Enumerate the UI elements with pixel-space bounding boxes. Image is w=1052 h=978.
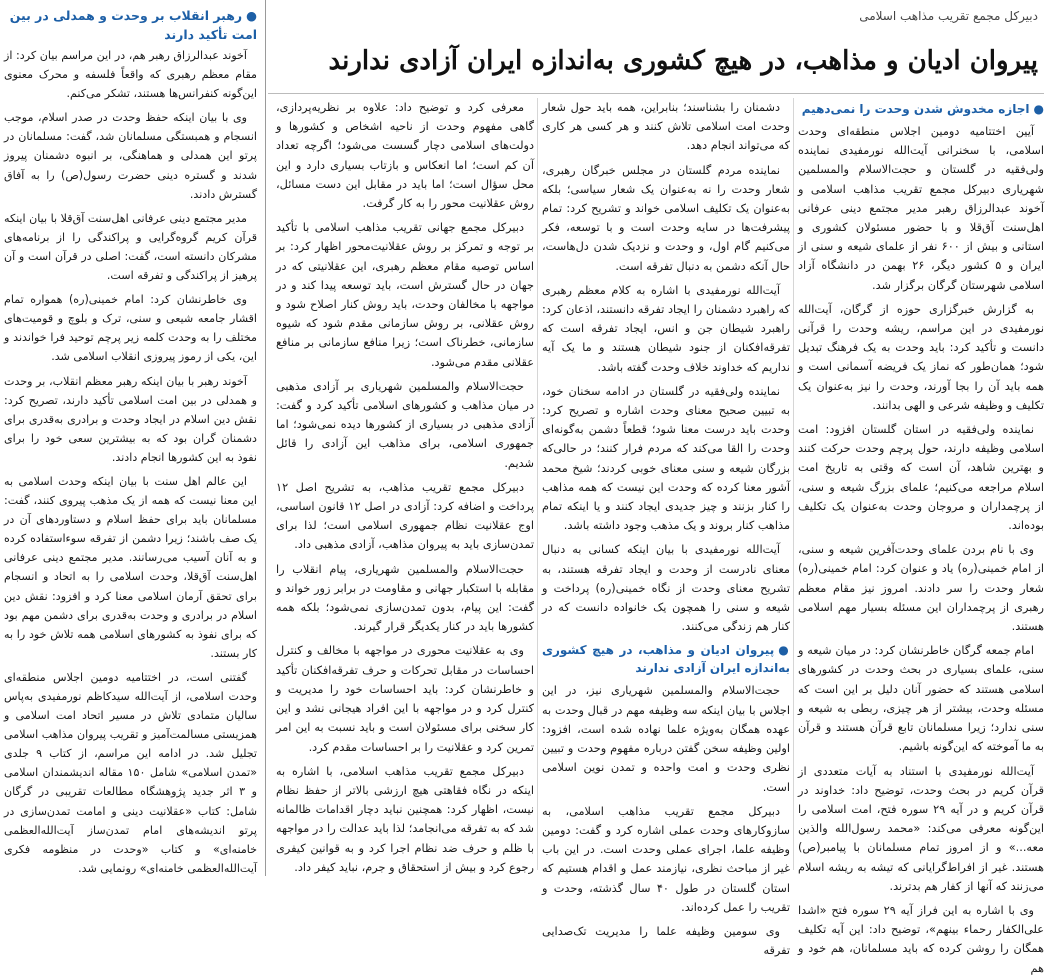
- paragraph: دبیرکل مجمع تقریب مذاهب اسلامی، با اشاره به اینکه در نگاه فقاهتی هیچ ارزشی بالاتر از حفظ نظام نیست، اظهار کرد: همچنین نباید دچار اقدامات ظالمانه شد که به تفرقه می‌انجامد؛ لذا باید عدالت را در مواجهه با ظلم و حرف ضد نظام اجرا کرد و به قوانین کیفری رجوع کرد و بیش از استحقاق و جرم، نباید کیفر داد.: [276, 764, 534, 874]
- paragraph: نماینده ولی‌فقیه در استان گلستان افزود: امت اسلامی وظیفه دارند، حول پرچم وحدت حرکت کنند و بهترین شاهد، آن است که وقتی به تاریخ امت اسلام مراجعه می‌کنیم؛ علمای بزرگ شیعه و سنی، از پرچمداران و مروجان وحدت به‌عنوان یک تکلیف بوده‌اند.: [798, 423, 1044, 533]
- column-divider: [537, 98, 538, 870]
- paragraph: وی با اشاره به این فراز آیه ۲۹ سوره فتح «اشدا علی‌الکفار رحماء بینهم»، توضیح داد: این آیه تکلیف همگان را روشن کرده که باید مسلمانان، هم خود و هم: [798, 903, 1044, 975]
- paragraph: آخوند رهبر با بیان اینکه رهبر معظم انقلاب، بر وحدت و همدلی در بین امت اسلامی تأکید دارند، تصریح کرد: نقش دین اسلام در ایجاد وحدت و برادری به‌قدری برای دشمنان گران بود که به بیشترین سعی خود را برای نفوذ به این کشورها انجام دادند.: [4, 374, 257, 464]
- paragraph: گفتنی است، در اختتامیه دومین اجلاس منطقه‌ای وحدت اسلامی، از آیت‌الله سیدکاظم نورمفیدی به‌پاس سالیان متمادی تلاش در مسیر اتحاد امت اسلامی و همزیستی مسالمت‌آمیز و تقریب پیروان مذاهب اسلامی تجلیل شد. در ادامه این مراسم، از کتاب ۹ جلدی «تمدن اسلامی» شامل ۱۵۰ مقاله اندیشمندان اسلامی و ۳ اثر جدید پژوهشگاه مطالعات تقریبی در گرگان شامل: کتاب «عقلانیت دینی و امامت تمدن‌سازی در پرتو اندیشه‌های امام تمدن‌ساز آیت‌الله‌العظمی خامنه‌ای» و کتاب «وحدت در منظومه فکری آیت‌الله‌العظمی خامنه‌ای» رونمایی شد.: [4, 670, 257, 875]
- side-article: [0, 0, 266, 876]
- paragraph: مدیر مجتمع دینی عرفانی اهل‌سنت آق‌قلا با بیان اینکه قرآن کریم گروه‌گرایی و پراکندگی را از برنامه‌های مشرکان دانسته است، گفت: اصلی در قرآن است و آن پرهیز از پراکندگی و تفرقه است.: [4, 211, 257, 283]
- paragraph: آخوند عبدالرزاق رهبر هم، در این مراسم بیان کرد: از مقام معظم رهبری که واقعاً فلسفه و محرک معنوی این‌گونه کنفرانس‌ها هستند، تشکر می‌کنم.: [4, 49, 257, 101]
- paragraph: نماینده مردم گلستان در مجلس خبرگان رهبری، شعار وحدت را نه به‌عنوان یک شعار سیاسی؛ بلکه به‌عنوان یک تکلیف اسلامی خواند و تشریح کرد: تمام پیشرفت‌ها در سایه وحدت است و با توسعه، فکر می‌کنیم گام اول، و وحدت و نزدیک شدن دل‌هاست، حال آنکه دشمن به دنبال تفرقه است.: [542, 163, 790, 273]
- side-headline: ●رهبر انقلاب بر وحدت و همدلی در بین امت تأکید دارند: [9, 8, 257, 42]
- subheading: ●پیروان ادیان و مذاهب، در هیچ کشوری به‌اندازه ایران آزادی ندارند: [542, 643, 790, 676]
- paragraph: وی خاطرنشان کرد: امام خمینی(ره) همواره تمام اقشار جامعه شیعی و سنی، ترک و بلوچ و قومیت‌های مختلف را به وحدت کلمه زیر پرچم توحید فرا خواندند و این، یکی از رموز پیروزی انقلاب اسلامی شد.: [4, 293, 257, 364]
- paragraph: دبیرکل مجمع تقریب مذاهب اسلامی، به سازوکارهای وحدت عملی اشاره کرد و گفت: دومین وظیفه علما، اجرای عملی وحدت است. در این باب غیر از مباحث نظری، نیازمند عمل و اقدام هستیم که استان گلستان در طول ۴۰ سال گذشته، وحدت و تقریب را عمل کرده‌اند.: [542, 804, 791, 914]
- paragraph: نماینده ولی‌فقیه در گلستان در ادامه سخنان خود، به تبیین صحیح معنای وحدت اشاره و تصریح کرد: وحدت باید درست معنا شود؛ قطعاً دشمن به‌گونه‌ای وحدت را القا می‌کند که مردم فرار کنند؛ در حالی‌که بزرگان شیعه و سنی معنای خوبی کردند؛ شیخ محمد آشور معنا کرده که وحدت این نیست که همه مذاهب را کنار بزنند و چیز جدیدی ایجاد کنند و یا اینکه تمام مذاهب کنار بروند و یک مذهب وجود داشته باشد.: [542, 384, 790, 533]
- paragraph: وی سومین وظیفه علما را مدیریت تک‌صدایی تفرقه: [542, 924, 790, 958]
- paragraph: آیین اختتامیه دومین اجلاس منطقه‌ای وحدت اسلامی، با سخنرانی آیت‌الله نورمفیدی نماینده ولی‌فقیه در گلستان و حجت‌الاسلام والمسلمین شهریاری دبیرکل مجمع تقریب مذاهب اسلامی و آخوند عبدالرزاق رهبر مدیر مجتمع دینی عرفانی اهل‌سنت آق‌قلا و با حضور مسئولان کشوری و استانی و بیش از ۶۰۰ نفر از علمای شیعه و سنی از ایران و ۵ کشور دیگر، ۲۶ بهمن در دانشگاه آزاد اسلامی شهرستان گرگان برگزار شد.: [798, 125, 1044, 292]
- bullet-icon: ●: [1033, 102, 1044, 116]
- paragraph: وی با نام بردن علمای وحدت‌آفرین شیعه و سنی، از امام خمینی(ره) یاد و عنوان کرد: امام خمینی(ره) شعار وحدت را سر دادند. امروز نیز مقام معظم رهبری از پرچمداران این مسئله بسیار مهم اسلامی هستند.: [798, 543, 1044, 634]
- column-divider: [793, 98, 794, 870]
- paragraph: به گزارش خبرگزاری حوزه از گرگان، آیت‌الله نورمفیدی در این مراسم، ریشه وحدت را قرآنی دانست و تأکید کرد: باید وحدت به یک فرهنگ تبدیل شود؛ همان‌طور که نماز یک فریضه آسمانی است و همه باید آن را بجا آورند، وحدت را نیز به‌عنوان یک تکلیف و وظیفه شرعی و الهی بدانند.: [798, 302, 1044, 412]
- paragraph: حجت‌الاسلام والمسلمین شهریاری بر آزادی مذهبی در میان مذاهب و کشورهای اسلامی تأکید کرد و گفت: آزادی مذهبی در بسیاری از کشورها دیده نمی‌شود؛ اما جمهوری اسلامی، برای مذاهب این آزادی را قائل شدیم.: [276, 379, 534, 470]
- paragraph: آیت‌الله نورمفیدی با استناد به آیات متعددی از قرآن کریم در بحث وحدت، توضیح داد: خداوند در قرآن کریم و در آیه ۲۹ سوره فتح، امت اسلامی را این‌گونه معرفی می‌کند: «محمد رسول‌الله والذین معه...» و از امروز تمام مسلمانان با پیامبر(ص) هستند. غیر از افراط‌گرایانی که تیشه به ریشه اسلام می‌زنند که آنها از کفار هم بدترند.: [798, 764, 1044, 893]
- paragraph: وی با بیان اینکه حفظ وحدت در صدر اسلام، موجب انسجام و همبستگی مسلمانان شد، گفت: مسلمانان در پرتو این همدلی و هماهنگی، بر انبوه دشمنان پیروز شدند و گستره دینی حضرت رسول(ص) را به آفاق گسترش دادند.: [4, 111, 257, 201]
- paragraph: این عالم اهل سنت با بیان اینکه وحدت اسلامی به این معنا نیست که همه از یک مذهب پیروی کنند، گفت: مسلمانان باید برای حفظ اسلام و دستاوردهای آن در یک صف باشند؛ زیرا دشمن از تفرقه سوءاستفاده کرده و به آنان آسیب می‌رسانند. مدیر مجتمع دینی عرفانی اهل‌سنت آق‌قلا، وحدت اسلامی را به اتحاد و انسجام برای تحقق آرمان اسلامی معنا کرد و افزود: نقش دین اسلام در برادری و وحدت به‌قدری برای دشمن مهم بود که برای نفوذ به کشورهای اسلامی همه تلاش خود را به کار بستند.: [4, 474, 257, 660]
- side-body: [4, 46, 257, 875]
- page-title: پیروان ادیان و مذاهب، در هیچ کشوری به‌اندازه ایران آزادی ندارند: [328, 46, 1038, 76]
- paragraph: حجت‌الاسلام والمسلمین شهریاری نیز، در این اجلاس با بیان اینکه سه وظیفه مهم در قبال وحدت به عهده همگان به‌ویژه علما نهاده شده است، افزود: اولین وظیفه سخن گفتن درباره مفهوم وحدت و تبیین نظری وحدت و امت واحده و تمدن نوین اسلامی است.: [542, 684, 790, 794]
- paragraph: آیت‌الله نورمفیدی با بیان اینکه کسانی به دنبال معنای نادرست از وحدت و ایجاد تفرقه هستند، به تشریح معنای وحدت از نگاه خمینی(ره) پرداخت و شیعه و سنی را همچون یک خانواده دانست که در کنار هم زندگی می‌کنند.: [542, 543, 790, 634]
- main-article: [268, 0, 1052, 975]
- paragraph: دبیرکل مجمع تقریب مذاهب، به تشریح اصل ۱۲ پرداخت و اضافه کرد: آزادی در اصل ۱۲ قانون اساسی، اوج عقلانیت نظام جمهوری اسلامی است؛ لذا برای تمدن‌سازی باید به پیروان مذاهب، آزادی مذهبی داد.: [276, 480, 535, 552]
- article-column-3: [276, 98, 535, 874]
- bullet-icon: ●: [778, 643, 790, 658]
- paragraph: آیت‌الله نورمفیدی با اشاره به کلام معظم رهبری که راهبرد دشمنان را ایجاد تفرقه دانستند، اذعان کرد: راهبرد شیطان جن و انس، ایجاد تفرقه است که تفرقه‌افکنان از جنود شیطان هستند و ما یک آیه نداریم که خداوند خلاف وحدت گفته باشد.: [542, 283, 790, 374]
- divider: [268, 93, 1044, 94]
- article-column-1: [798, 98, 1044, 975]
- paragraph: وی به عقلانیت محوری در مواجهه با مخالف و کنترل احساسات در مقابل تحرکات و حرف تفرقه‌افکنان تأکید و خاطرنشان کرد: باید احساسات خود را مدیریت و کنترل کرد و در مواجهه با این افراد هیجانی نشد و این کار سخنی برای مسئولان است و باید نسبت به این امر تمرین کرد و عقلانیت را بر احساسات مقدم کرد.: [276, 644, 534, 754]
- article-column-2: [542, 98, 791, 958]
- bullet-icon: ●: [246, 8, 257, 23]
- kicker: دبیرکل مجمع تقریب مذاهب اسلامی: [859, 9, 1038, 23]
- paragraph: حجت‌الاسلام والمسلمین شهریاری، پیام انقلاب را مقابله با استکبار جهانی و مقاومت در برابر زور خواند و گفت: این پیام، بدون تمدن‌سازی نمی‌شود؛ بلکه همه کشورها باید در کنار یکدیگر قرار گیرند.: [276, 562, 534, 634]
- subheading: ●اجازه مخدوش شدن وحدت را نمی‌دهیم: [801, 102, 1044, 116]
- paragraph: دشمنان را بشناسند؛ بنابراین، همه باید حول شعار وحدت امت اسلامی تلاش کنند و هر کسی هر کاری که می‌تواند انجام دهد.: [542, 101, 790, 153]
- paragraph: دبیرکل مجمع جهانی تقریب مذاهب اسلامی با تأکید بر توجه و تمرکز بر روش عقلانیت‌محور اظهار کرد: بر اساس توصیه مقام معظم رهبری، این عقلانیتی که در جهان در حال گسترش است، باید توسعه پیدا کند و در مواجهه با مخالفان وحدت، باید روش کنار اصلاح شود و روش عقلانی، بر روش سازمانی مقدم شود که شیوه سازمانی، خطرناک است؛ زیرا منافع سازمانی بر منافع عقلانی مقدم می‌شود.: [276, 221, 534, 369]
- paragraph: امام جمعه گرگان خاطرنشان کرد: در میان شیعه و سنی، علمای بسیاری در بحث وحدت در کشورهای اسلامی هستند که حضور آنان دلیل بر این است که مسئله وحدت، بیشتر از هر چیزی، ربطی به شیعه و سنی ندارد؛ زیرا مسلمانان تابع قرآن هستند و قرآن به ما آموخته که این‌گونه باشیم.: [798, 644, 1044, 754]
- paragraph: معرفی کرد و توضیح داد: علاوه بر نظریه‌پردازی، گاهی مفهوم وحدت از ناحیه اشخاص و کشورها و دولت‌های اسلامی دچار گسست می‌شود؛ اگرچه تعداد آن کم است؛ اما انعکاس و بازتاب بسیاری دارد و این محل سؤال است؛ اما باید در مقابل این دست مسائل، روش عقلانیت محور را به کار گرفت.: [276, 101, 534, 211]
